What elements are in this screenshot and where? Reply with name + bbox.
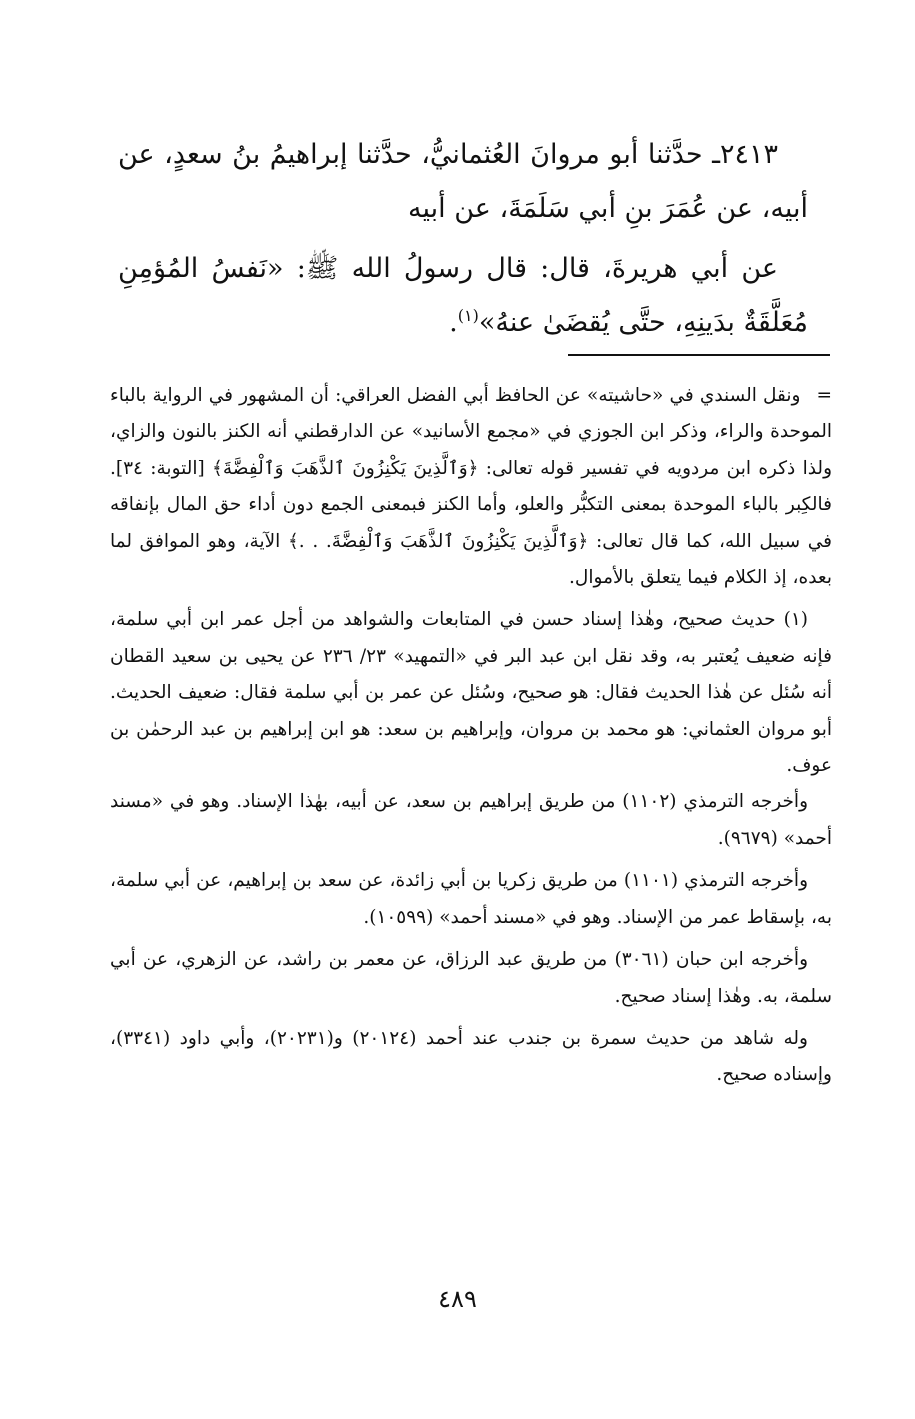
footnote-shahid: وله شاهد من حديث سمرة بن جندب عند أحمد (٢٠١٢٤) و(٢٠٢٣١)، وأبي داود (٣٣٤١)، وإسناده صحيح. <box>110 1027 832 1086</box>
footnote-tirmidhi-1102: وأخرجه الترمذي (١١٠٢) من طريق إبراهيم بن سعد، عن أبيه، بهٰذا الإسناد. وهو في «مسند أحمد» (٩٦٧٩). <box>110 791 832 849</box>
footnote-continuation <box>110 378 832 596</box>
hadith-matn-line-1: عن أبي هريرةَ، قال: قال رسولُ الله ﷺ: «نَفسُ المُؤمِنِ مُعَلَّقَةٌ <box>118 253 808 338</box>
hadith-isnad <box>118 128 808 236</box>
footnote-ibn-hibban: وأخرجه ابن حبان (٣٠٦١) من طريق عبد الرزاق، عن معمر بن راشد، عن الزهري، عن أبي سلمة، به. وهٰذا إسناد صحيح. <box>110 949 832 1007</box>
footnote-reference: (١) <box>457 306 479 325</box>
page-number: ٤٨٩ <box>438 1285 477 1313</box>
hadith-isnad-line-1: ٢٤١٣ـ حدَّثنا أبو مروانَ العُثمانيُّ، حدَّثنا إبراهيمُ بنُ سعدٍ، عن أبيه، <box>118 139 808 224</box>
continuation-mark: = <box>816 385 832 406</box>
footnote-1: (١) حديث صحيح، وهٰذا إسناد حسن في المتابعات والشواهد من أجل عمر ابن أبي سلمة، فإنه ضعيف يُعتبر به، وقد نقل ابن عبد البر في «التمهيد» ٢٣/ ٢٣٦ عن يحيى بن سعيد القطان أنه سُئل عن هٰذا الحديث فقال: هو صحيح، وسُئل عن عمر بن أبي سلمة فقال: ضعيف الحديث. أبو مروان العثماني: هو محمد بن مروان، وإبراهيم بن سعد: هو ابن إبراهيم بن عبد الرحمٰن بن عوف. <box>110 609 832 777</box>
footnote-continuation-text: ونقل السندي في «حاشيته» عن الحافظ أبي الفضل العراقي: أن المشهور في الرواية بالباء الموحدة والراء، وذكر ابن الجوزي في «مجمع الأسانيد» عن الدارقطني أنه الكنز بالنون والزاي، ولذا ذكره ابن مردويه في تفسير قوله تعالى: ﴿وَٱلَّذِينَ يَكْنِزُونَ ٱلذَّهَبَ وَٱلْفِضَّةَ﴾ [التوبة: ٣٤]. فالكِبر بالباء الموحدة بمعنى التكبُّر والعلو، وأما الكنز فبمعنى الجمع دون أداء حق المال بإنفاقه في سبيل الله، كما قال تعالى: ﴿وَٱلَّذِينَ يَكْنِزُونَ ٱلذَّهَبَ وَٱلْفِضَّةَ. . .﴾ الآية، وهو الموافق لما بعده، إذ الكلام فيما يتعلق بالأموال. <box>110 385 832 589</box>
hadith-matn <box>118 242 808 350</box>
footnote-separator <box>568 354 830 356</box>
hadith-text <box>118 128 808 350</box>
hadith-matn-line-2: بدَينِهِ، حتَّى يُقضَىٰ عنهُ» <box>478 307 735 338</box>
footnote-tirmidhi-1101: وأخرجه الترمذي (١١٠١) من طريق زكريا بن أبي زائدة، عن سعد بن إبراهيم، عن أبي سلمة، به، بإسقاط عمر من الإسناد. وهو في «مسند أحمد» (١٠٥٩٩). <box>110 870 832 928</box>
hadith-matn-end: . <box>449 307 458 338</box>
hadith-isnad-line-2: عن عُمَرَ بنِ أبي سَلَمَةَ، عن أبيه <box>408 193 754 224</box>
footnotes <box>110 378 832 1094</box>
